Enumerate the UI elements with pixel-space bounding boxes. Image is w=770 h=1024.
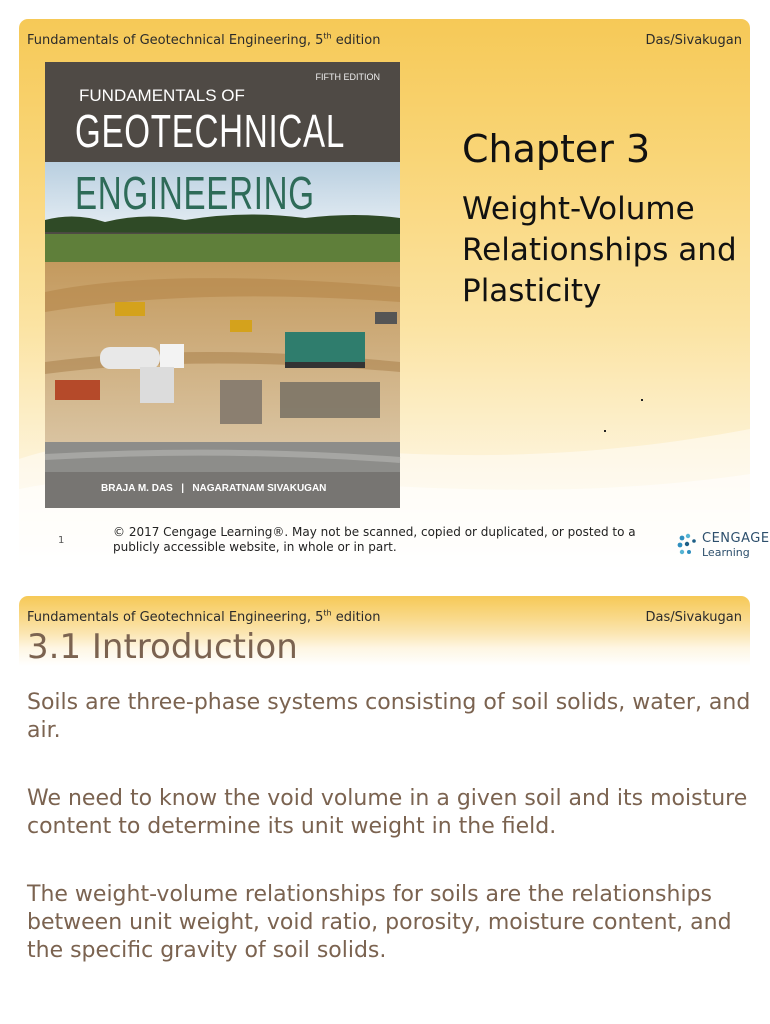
logo-subtext: Learning [702, 546, 750, 559]
stray-dot [604, 430, 606, 432]
cengage-mark-icon [676, 532, 700, 558]
book-cover [45, 62, 400, 508]
stray-dot [641, 399, 643, 401]
cengage-logo [676, 528, 770, 562]
chapter-title: Chapter 3 [462, 127, 651, 171]
cover-title-line2: GEOTECHNICAL [75, 105, 345, 157]
header-book-title: Fundamentals of Geotechnical Engineering, 5th edition [27, 31, 381, 48]
header-authors: Das/Sivakugan [645, 33, 742, 48]
cover-title-line3: ENGINEERING [75, 167, 315, 219]
cover-title-line1: FUNDAMENTALS OF [79, 86, 245, 105]
header-book-title: Fundamentals of Geotechnical Engineering, 5th edition [27, 608, 381, 625]
paragraph: We need to know the void volume in a given soil and its moisture content to determine its unit weight in the field. [27, 786, 748, 839]
intro-slide [19, 596, 750, 1024]
cover-edition: FIFTH EDITION [315, 72, 380, 82]
paragraph: Soils are three-phase systems consisting of soil solids, water, and air. [27, 690, 751, 743]
header-authors: Das/Sivakugan [645, 610, 742, 625]
chapter-subtitle: Weight-Volume Relationships and Plasticity [462, 191, 737, 309]
paragraph: The weight-volume relationships for soils are the relationships between unit weight, void ratio, porosity, moisture content, and the specific gravity of soil solids. [27, 882, 732, 963]
cover-authors: BRAJA M. DAS | NAGARATNAM SIVAKUGAN [101, 483, 327, 494]
title-slide [19, 19, 770, 574]
section-title: 3.1 Introduction [27, 627, 298, 667]
slide-number: 1 [58, 535, 65, 546]
logo-wordmark: CENGAGE [702, 531, 770, 546]
copyright-notice: © 2017 Cengage Learning®. May not be scanned, copied or duplicated, or posted to a publicly accessible website, in whole or in part. [113, 525, 636, 554]
